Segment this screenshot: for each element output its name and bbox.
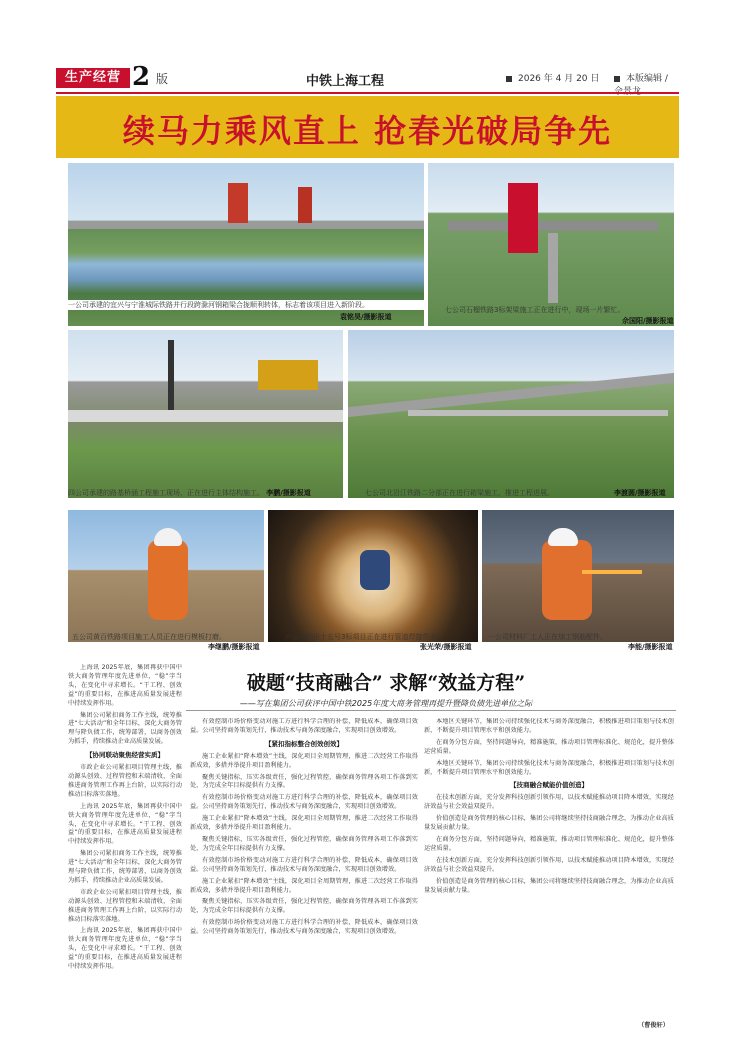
photo-caption: 一公司材料厂工人正在加工钢筋配件。 [488,633,607,641]
paragraph: 本地区关键环节，集团公司持续强化技术与商务深度融合，积极推进项目策划与技术创新，不断提升项目管理水平和创效能力。 [424,759,674,776]
photo-caption: 七公司石榴铁路3标架梁施工正在进行中，现场一片繁忙。 [445,306,625,314]
section-subhead: 【技商融合赋能价值创造】 [510,781,588,790]
article-column-2 [190,718,418,1036]
paragraph: 市政企业公司紧扣项目管理主线，推动源头创效、过程管控和末端清收，全面推进商务管理工作再上台阶，以实际行动推动目标落实落地。 [68,764,182,798]
paragraph: 聚焦关键指标，压实各级责任，强化过程管控，确保商务管理各项工作落到实处，为完成全年目标提供有力支撑。 [190,773,418,790]
paragraph: 集团公司紧扣商务工作主线，统筹推进“七大活动”和全年目标，深化大商务管理与降负债工作，统筹部署，以商务创效为抓手，持续推动企业高质量发展。 [68,711,182,746]
article-column-1 [68,664,182,1036]
section-label: 生产经营 [56,68,130,88]
paragraph: 价值创造是商务管理的核心目标，集团公司将继续坚持技商融合理念，为推动企业高质量发展贡献力量。 [424,815,674,832]
paragraph: 在技术创新方面，充分发挥科技创新引领作用，以技术赋能推动项目降本增效，实现经济效益与社会效益双提升。 [424,856,674,873]
article-headline: 破题“技商融合” 求解“效益方程” [246,672,526,694]
photo-rebar-worker [482,510,674,642]
issue-date: 2026 年 4 月 20 日 [506,71,599,84]
photo-highway-construction [68,330,343,498]
photo-caption: 五公司黄百铁路项目施工人员正在进行模板打磨。 [72,633,226,641]
paragraph: 施工企业紧扣“降本增效”主线，深化项目全周期管理，推进二次经营工作取得新成效，多措并举提升项目盈利能力。 [190,815,418,832]
paragraph: 有效控制市场价格变动对施工方进行科学合理的补偿，降低成本，确保项目效益。公司坚持商务策划先行，推动技术与商务深度融合，实现项目创效增效。 [190,856,418,873]
photo-railway-bridge [348,330,674,498]
paragraph: 上海讯 2025年底，集团再获中国中铁大商务管理年度先进单位，“稳”字当头，在变化中寻求增长。“干工程、创效益”的重要目标，在推进高质量发展进程中持续发挥作用。 [68,664,182,707]
page-header [56,64,679,90]
photo-pipe-welding [268,510,478,642]
photo-credit: 李渡圆/摄影报道 [614,489,666,497]
article-deck: ——写在集团公司获评中国中铁2025年度大商务管理再提升暨降负债先进单位之际 [239,699,533,708]
page-ban-label: 版 [156,72,169,86]
section-subhead: 【协同联动聚焦经营实质】 [86,751,164,760]
photo-credit: 佘国阳/摄影报道 [622,317,674,325]
photo-bridge-girder [428,163,674,326]
article-column-3 [424,718,674,1018]
photo-caption: 四公司承建的路基桥涵工程施工现场，正在进行主体结构施工。 李鹏/摄影报道 [68,489,311,497]
banner-title: 续马力乘风直上 抢春光破局争先 [122,112,613,150]
newspaper-name: 中铁上海工程 [306,74,385,89]
paragraph: 上海讯 2025年底，集团再获中国中铁大商务管理年度先进单位，“稳”字当头，在变化中寻求增长。“干工程、创效益”的重要目标，在推进高质量发展进程中持续发挥作用。 [68,802,182,846]
photo-credit: 张光荣/摄影报道 [420,643,472,651]
paragraph: 有效控制市场价格变动对施工方进行科学合理的补偿，降低成本，确保项目效益。公司坚持商务策划先行，推动技术与商务深度融合，实现项目创效增效。 [190,794,418,811]
square-bullet-icon [506,76,512,82]
photo-worker-formwork [68,510,264,642]
paragraph: 聚焦关键指标，压实各级责任，强化过程管控，确保商务管理各项工作落到实处，为完成全年目标提供有力支撑。 [190,835,418,852]
paragraph: 集团公司紧扣商务工作主线，统筹推进“七大活动”和全年目标，深化大商务管理与降负债工作，统筹部署，以商务创效为抓手，持续推动企业高质量发展。 [68,850,182,884]
photo-caption: 一公司承建的宜兴与宁淮城际铁路并行段跨滁河钢箱梁合拢顺利转体，标志着该项目进入新阶段。 [68,300,424,310]
column-divider [186,710,676,711]
paragraph: 有效控制市场价格变动对施工方进行科学合理的补偿，降低成本，确保项目效益。公司坚持商务策划先行，推动技术与商务深度融合，实现项目创效增效。 [190,718,418,734]
photo-caption: 六公司团田十五号3标项目正在进行管道焊接作业。 [285,633,444,641]
paragraph: 施工企业紧扣“降本增效”主线，深化项目全周期管理，推进二次经营工作取得新成效，多措并举提升项目盈利能力。 [190,877,418,894]
photo-credit: 李继鹏/摄影报道 [208,643,260,651]
paragraph: 上海讯 2025年底，集团再获中国中铁大商务管理年度先进单位，“稳”字当头，在变化中寻求增长。“干工程、创效益”的重要目标，在推进高质量发展进程中持续发挥作用。 [68,927,182,971]
photo-caption: 七公司北沿江铁路二分部正在进行箱梁施工，推进工程进展。 [365,489,554,497]
paragraph: 有效控制市场价格变动对施工方进行科学合理的补偿，降低成本，确保项目效益。公司坚持商务策划先行，推动技术与商务深度融合，实现项目创效增效。 [190,919,418,936]
paragraph: 市政企业公司紧扣项目管理主线，推动源头创效、过程管控和末端清收，全面推进商务管理工作再上台阶，以实际行动推动目标落实落地。 [68,888,182,923]
editor-credit: 本版编辑 / [614,71,679,97]
square-bullet-icon [614,76,620,82]
paragraph: 价值创造是商务管理的核心目标，集团公司将继续坚持技商融合理念，为推动企业高质量发展贡献力量。 [424,877,674,894]
paragraph: 在技术创新方面，充分发挥科技创新引领作用，以技术赋能推动项目降本增效，实现经济效益与社会效益双提升。 [424,794,674,811]
banner [56,96,679,158]
paragraph: 在商务分包方面，坚持问题导向，精准施策，推动项目管理标准化、规范化，提升整体运营质量。 [424,738,674,755]
article-byline: （曹俊轩） [638,1022,669,1029]
paragraph: 本地区关键环节，集团公司持续强化技术与商务深度融合，积极推进项目策划与技术创新，不断提升项目管理水平和创效能力。 [424,718,674,734]
page-number: 2 [132,62,151,92]
section-subhead: 【紧扣指标整合创效创效】 [265,739,343,748]
header-rule [56,92,679,94]
paragraph: 在商务分包方面，坚持问题导向，精准施策，推动项目管理标准化、规范化，提升整体运营质量。 [424,835,674,852]
photo-credit: 李能/摄影报道 [628,643,673,651]
photo-credit: 袁铭昊/摄影报道 [340,313,392,321]
paragraph: 施工企业紧扣“降本增效”主线，深化项目全周期管理，推进二次经营工作取得新成效，多措并举提升项目盈利能力。 [190,752,418,769]
paragraph: 聚焦关键指标，压实各级责任，强化过程管控，确保商务管理各项工作落到实处，为完成全年目标提供有力支撑。 [190,898,418,915]
